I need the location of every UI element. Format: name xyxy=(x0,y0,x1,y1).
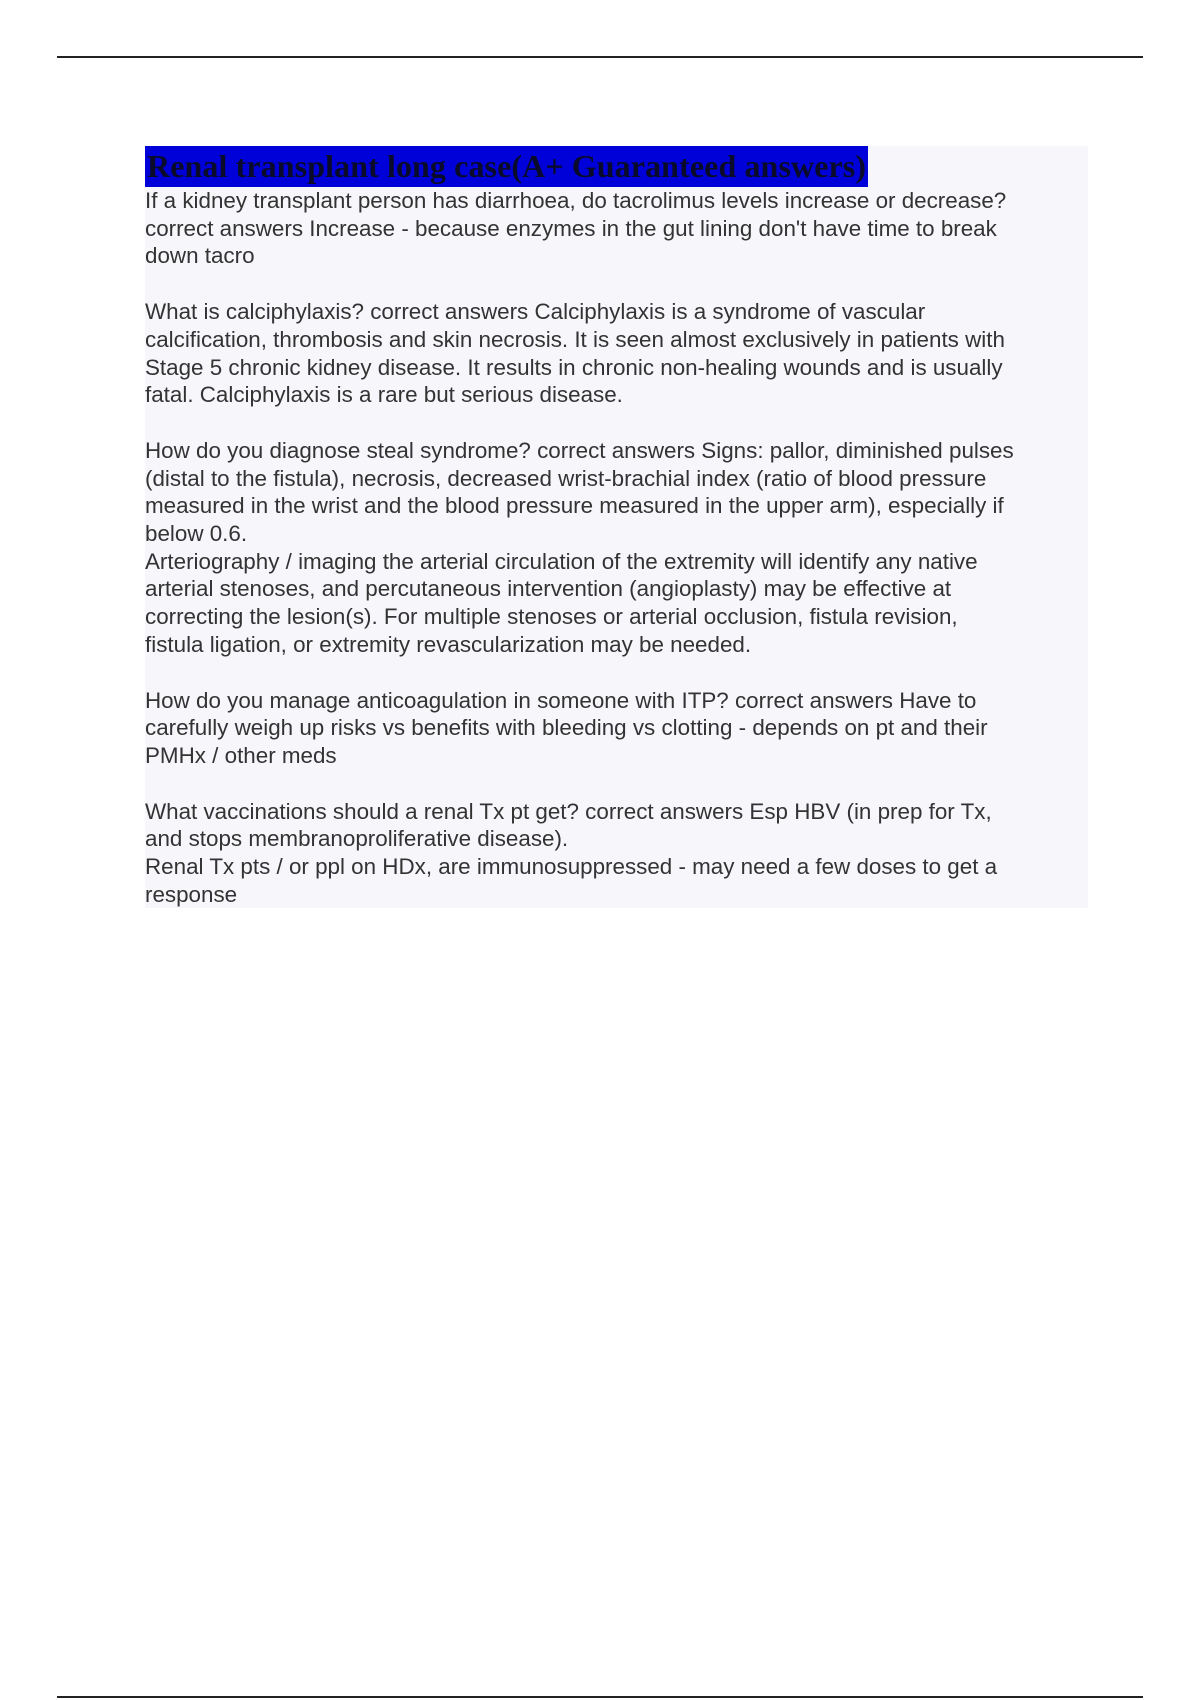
text-line: What vaccinations should a renal Tx pt get? correct answers Esp HBV (in prep for Tx, xyxy=(145,798,992,824)
text-line: carefully weigh up risks vs benefits with bleeding vs clotting - depends on pt and their xyxy=(145,715,988,741)
title-row xyxy=(145,146,1088,187)
text-line: How do you diagnose steal syndrome? correct answers Signs: pallor, diminished pulses xyxy=(145,437,1014,463)
text-line: measured in the wrist and the blood pressure measured in the upper arm), especially if xyxy=(145,493,1004,519)
text-line: (distal to the fistula), necrosis, decreased wrist-brachial index (ratio of blood pressure xyxy=(145,465,987,491)
qa-entry-vaccinations xyxy=(145,798,1088,909)
text-line: fatal. Calciphylaxis is a rare but serious disease. xyxy=(145,382,623,408)
text-line: Renal Tx pts / or ppl on HDx, are immunosuppressed - may need a few doses to get a xyxy=(145,854,998,880)
text-line: If a kidney transplant person has diarrhoea, do tacrolimus levels increase or decrease? xyxy=(145,188,1007,213)
qa-entry-steal-syndrome xyxy=(145,437,1088,659)
text-line: down tacro xyxy=(145,243,255,269)
qa-entry-tacrolimus xyxy=(145,187,1088,270)
text-line: correcting the lesion(s). For multiple stenoses or arterial occlusion, fistula revision, xyxy=(145,604,958,630)
text-line: How do you manage anticoagulation in someone with ITP? correct answers Have to xyxy=(145,687,977,713)
page-bottom-rule xyxy=(57,1696,1143,1698)
qa-entry-itp-anticoagulation xyxy=(145,687,1088,770)
text-line: response xyxy=(145,881,238,907)
page-top-rule xyxy=(57,56,1143,58)
text-line: Arteriography / imaging the arterial circulation of the extremity will identify any native xyxy=(145,548,978,574)
text-line: and stops membranoproliferative disease). xyxy=(145,826,569,852)
text-line: Stage 5 chronic kidney disease. It results in chronic non-healing wounds and is usually xyxy=(145,354,1003,380)
text-line: fistula ligation, or extremity revascularization may be needed. xyxy=(145,631,752,657)
text-line: calcification, thrombosis and skin necrosis. It is seen almost exclusively in patients with xyxy=(145,326,1005,352)
text-line: correct answers Increase - because enzymes in the gut lining don't have time to break xyxy=(145,215,997,241)
text-line: PMHx / other meds xyxy=(145,742,337,768)
qa-entry-calciphylaxis xyxy=(145,298,1088,409)
text-line: below 0.6. xyxy=(145,521,248,547)
document-body xyxy=(145,146,1088,908)
document-title: Renal transplant long case(A+ Guaranteed answers) xyxy=(145,146,868,187)
text-line: What is calciphylaxis? correct answers Calciphylaxis is a syndrome of vascular xyxy=(145,299,926,325)
text-line: arterial stenoses, and percutaneous intervention (angioplasty) may be effective at xyxy=(145,576,952,602)
